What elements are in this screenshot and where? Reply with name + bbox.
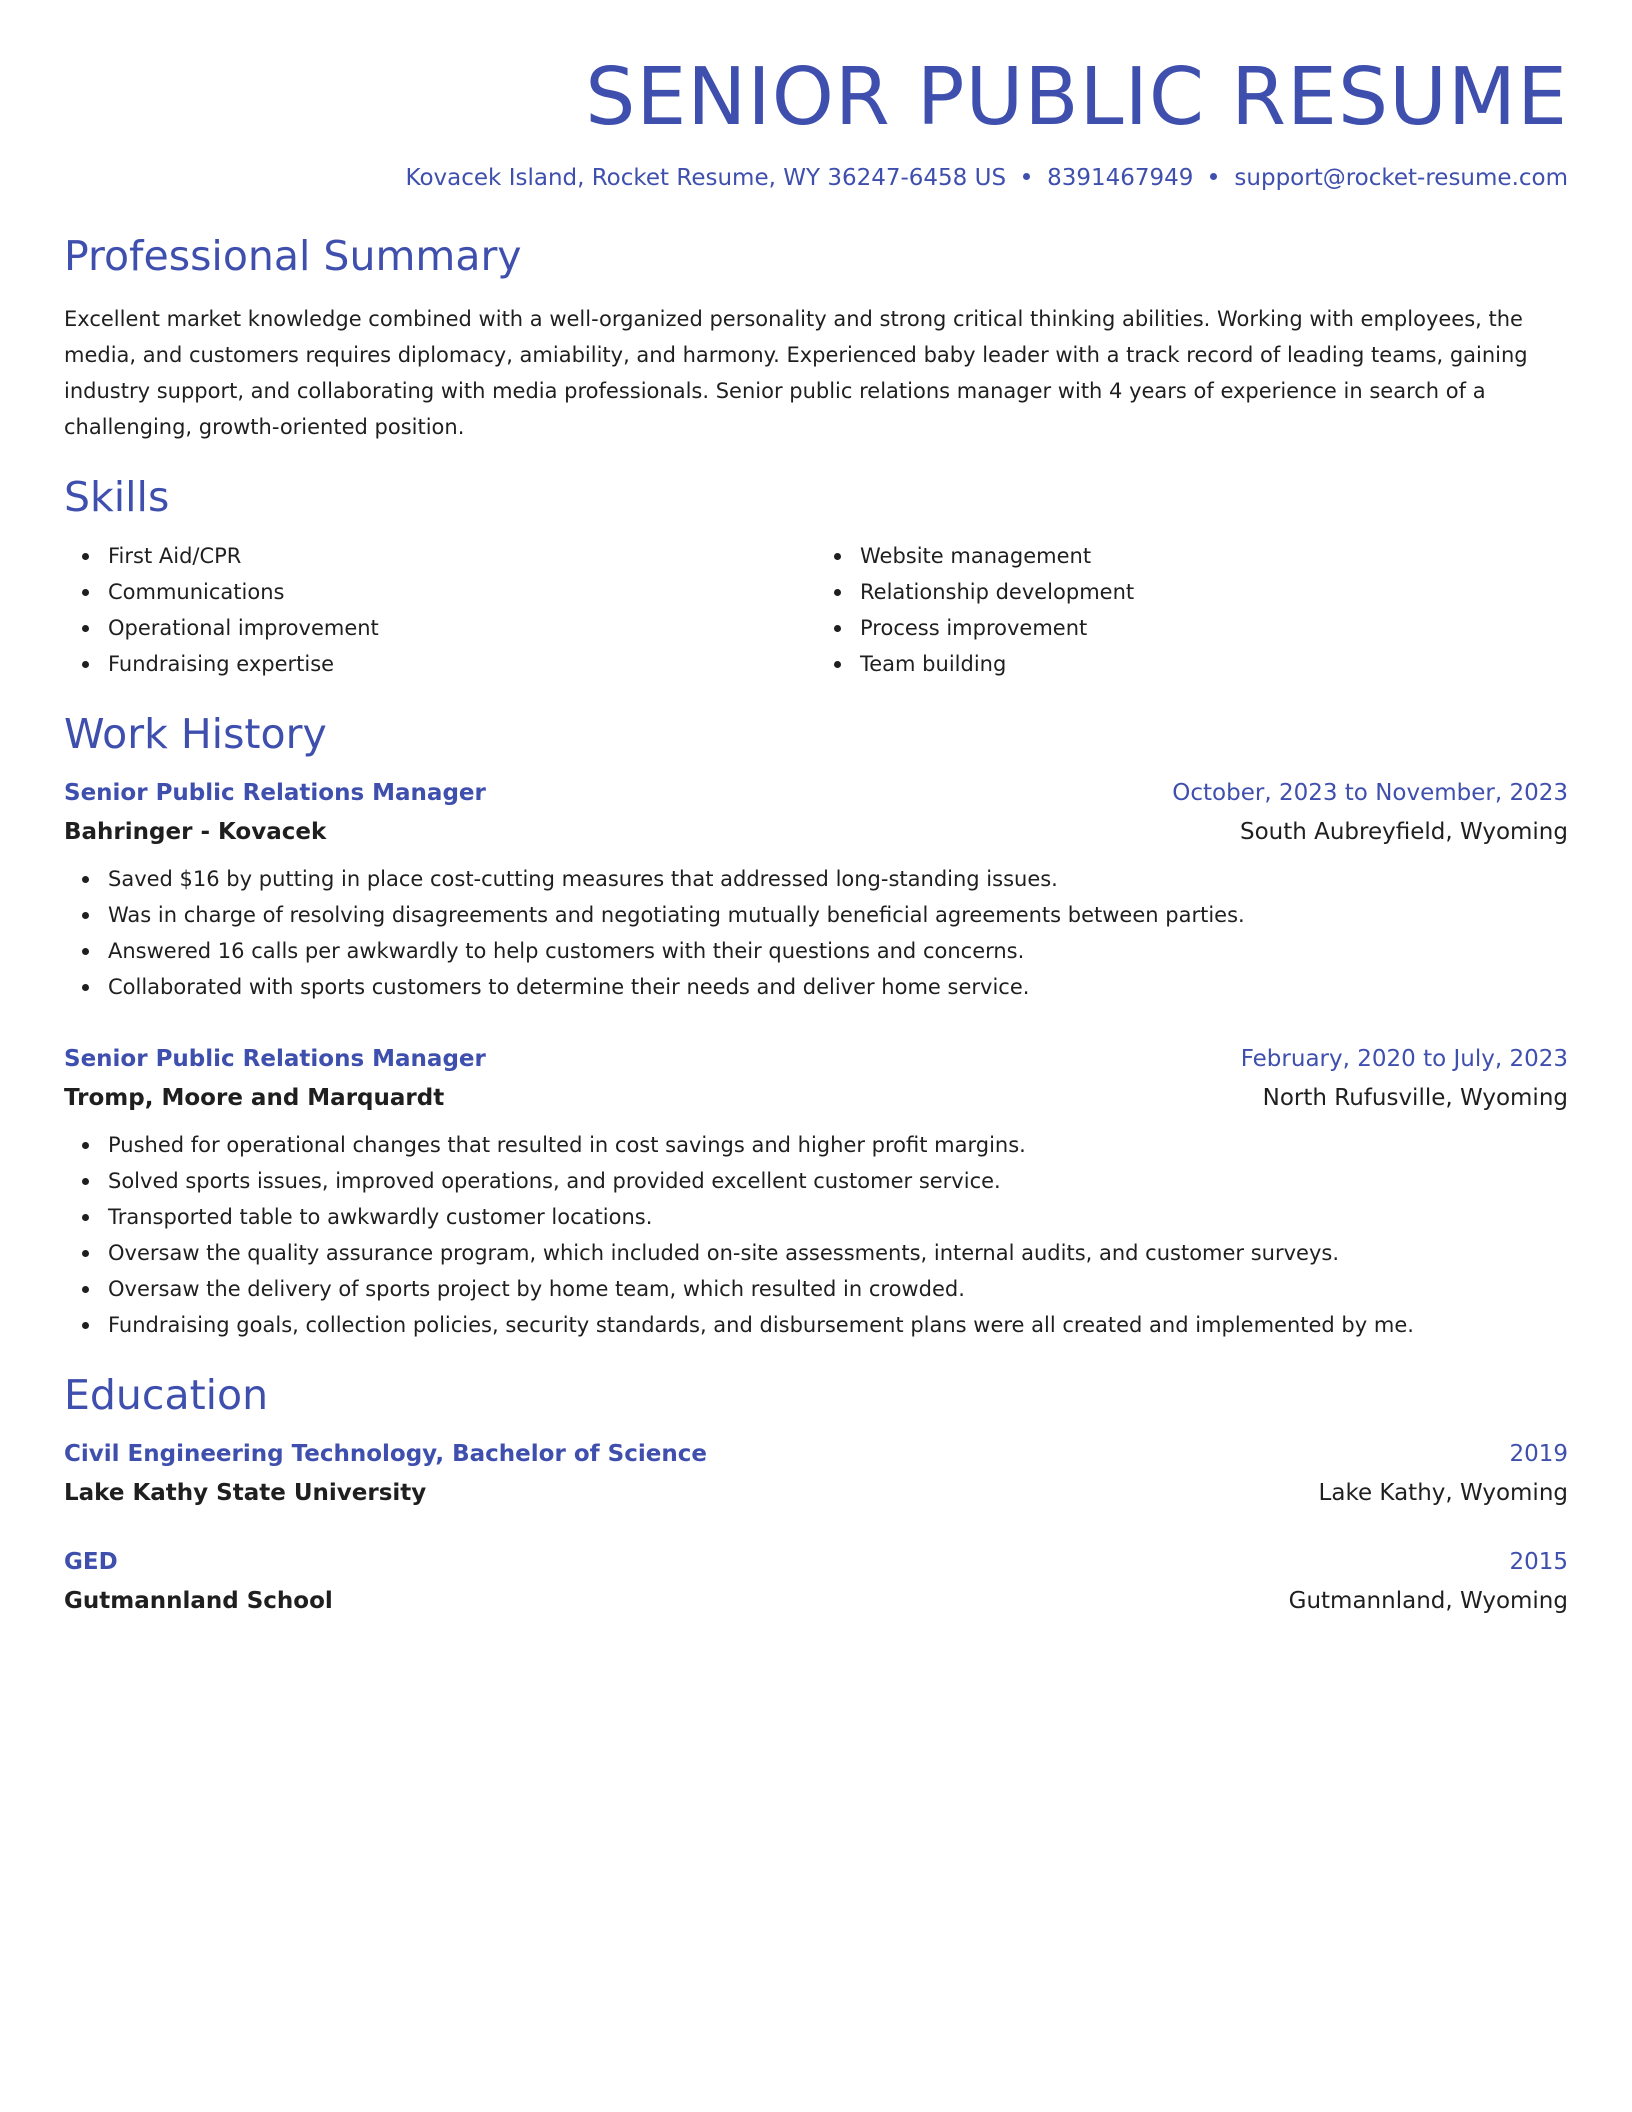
job-role: Senior Public Relations Manager [64,1045,486,1072]
contact-line [64,165,1568,193]
education-school-row [64,1582,1568,1620]
job-title-row [64,773,1568,813]
job-bullet: Saved $16 by putting in place cost-cutting measures that addressed long-standing issues. [108,861,1568,897]
education-location: Lake Kathy, Wyoming [1318,1480,1568,1507]
education-heading: Education [64,1370,269,1419]
education-school: Lake Kathy State University [64,1480,427,1507]
job-bullet: Answered 16 calls per awkwardly to help customers with their questions and concerns. [108,933,1568,969]
work-history-heading: Work History [64,709,327,758]
education-degree: GED [64,1549,118,1576]
skills-column-left [64,538,816,682]
education-school: Gutmannland School [64,1588,333,1615]
job-bullet: Transported table to awkwardly customer locations. [108,1199,1568,1235]
summary-heading: Professional Summary [64,232,522,281]
skills-column-right [816,538,1568,682]
skills-heading: Skills [64,472,170,521]
summary-text: Excellent market knowledge combined with a well-organized personality and strong critical thinking abilities. Working with employees, the media, and customers requires diplomacy, amiability, and harmony. Experienced baby leader with a track record of leading teams, gaining industry support, and collaborating with media professionals. Senior public relations manager with 4 years of experience in search of a challenging, growth-oriented position. [64,306,1528,439]
job-bullet: Solved sports issues, improved operations, and provided excellent customer service. [108,1163,1568,1199]
education-year: 2015 [1509,1549,1568,1576]
skill-item: Communications [108,574,816,610]
job-entry [64,1039,1568,1343]
job-title-row [64,1039,1568,1079]
job-company-row [64,1079,1568,1117]
job-location: North Rufusville, Wyoming [1262,1084,1568,1111]
contact-phone: 8391467949 [1047,164,1194,191]
education-year: 2019 [1509,1441,1568,1468]
education-degree-row [64,1542,1568,1582]
skill-item: Operational improvement [108,610,816,646]
education-entry [64,1542,1568,1620]
skill-item: Team building [860,646,1568,682]
job-company: Tromp, Moore and Marquardt [64,1084,445,1111]
job-dates: October, 2023 to November, 2023 [1172,779,1568,806]
skill-item: Website management [860,538,1568,574]
candidate-name: SENIOR PUBLIC RESUME [585,51,1568,143]
separator-dot [1210,173,1217,180]
education-entry [64,1434,1568,1512]
job-entry [64,773,1568,1005]
education-location: Gutmannland, Wyoming [1288,1588,1568,1615]
separator-dot [1023,173,1030,180]
job-bullets [64,861,1568,1005]
education-degree-row [64,1434,1568,1474]
skill-item: Fundraising expertise [108,646,816,682]
education-degree: Civil Engineering Technology, Bachelor of Science [64,1441,707,1468]
skill-item: Process improvement [860,610,1568,646]
job-bullet: Pushed for operational changes that resulted in cost savings and higher profit margins. [108,1127,1568,1163]
job-bullet: Collaborated with sports customers to determine their needs and deliver home service. [108,969,1568,1005]
job-role: Senior Public Relations Manager [64,779,486,806]
job-company: Bahringer - Kovacek [64,818,327,845]
job-bullet: Oversaw the quality assurance program, which included on-site assessments, internal audits, and customer surveys. [108,1235,1568,1271]
education-school-row [64,1474,1568,1512]
job-bullet: Oversaw the delivery of sports project by home team, which resulted in crowded. [108,1271,1568,1307]
contact-address: Kovacek Island, Rocket Resume, WY 36247-6458 US [405,164,1007,191]
job-bullet: Fundraising goals, collection policies, security standards, and disbursement plans were all created and implemented by me. [108,1307,1568,1343]
job-company-row [64,813,1568,851]
contact-email[interactable]: support@rocket-resume.com [1234,164,1568,191]
resume-header [64,48,1568,192]
skills-list [64,538,1568,682]
job-bullets [64,1127,1568,1343]
skill-item: First Aid/CPR [108,538,816,574]
skill-item: Relationship development [860,574,1568,610]
job-dates: February, 2020 to July, 2023 [1240,1045,1568,1072]
job-location: South Aubreyfield, Wyoming [1239,818,1568,845]
job-bullet: Was in charge of resolving disagreements and negotiating mutually beneficial agreements between parties. [108,897,1568,933]
